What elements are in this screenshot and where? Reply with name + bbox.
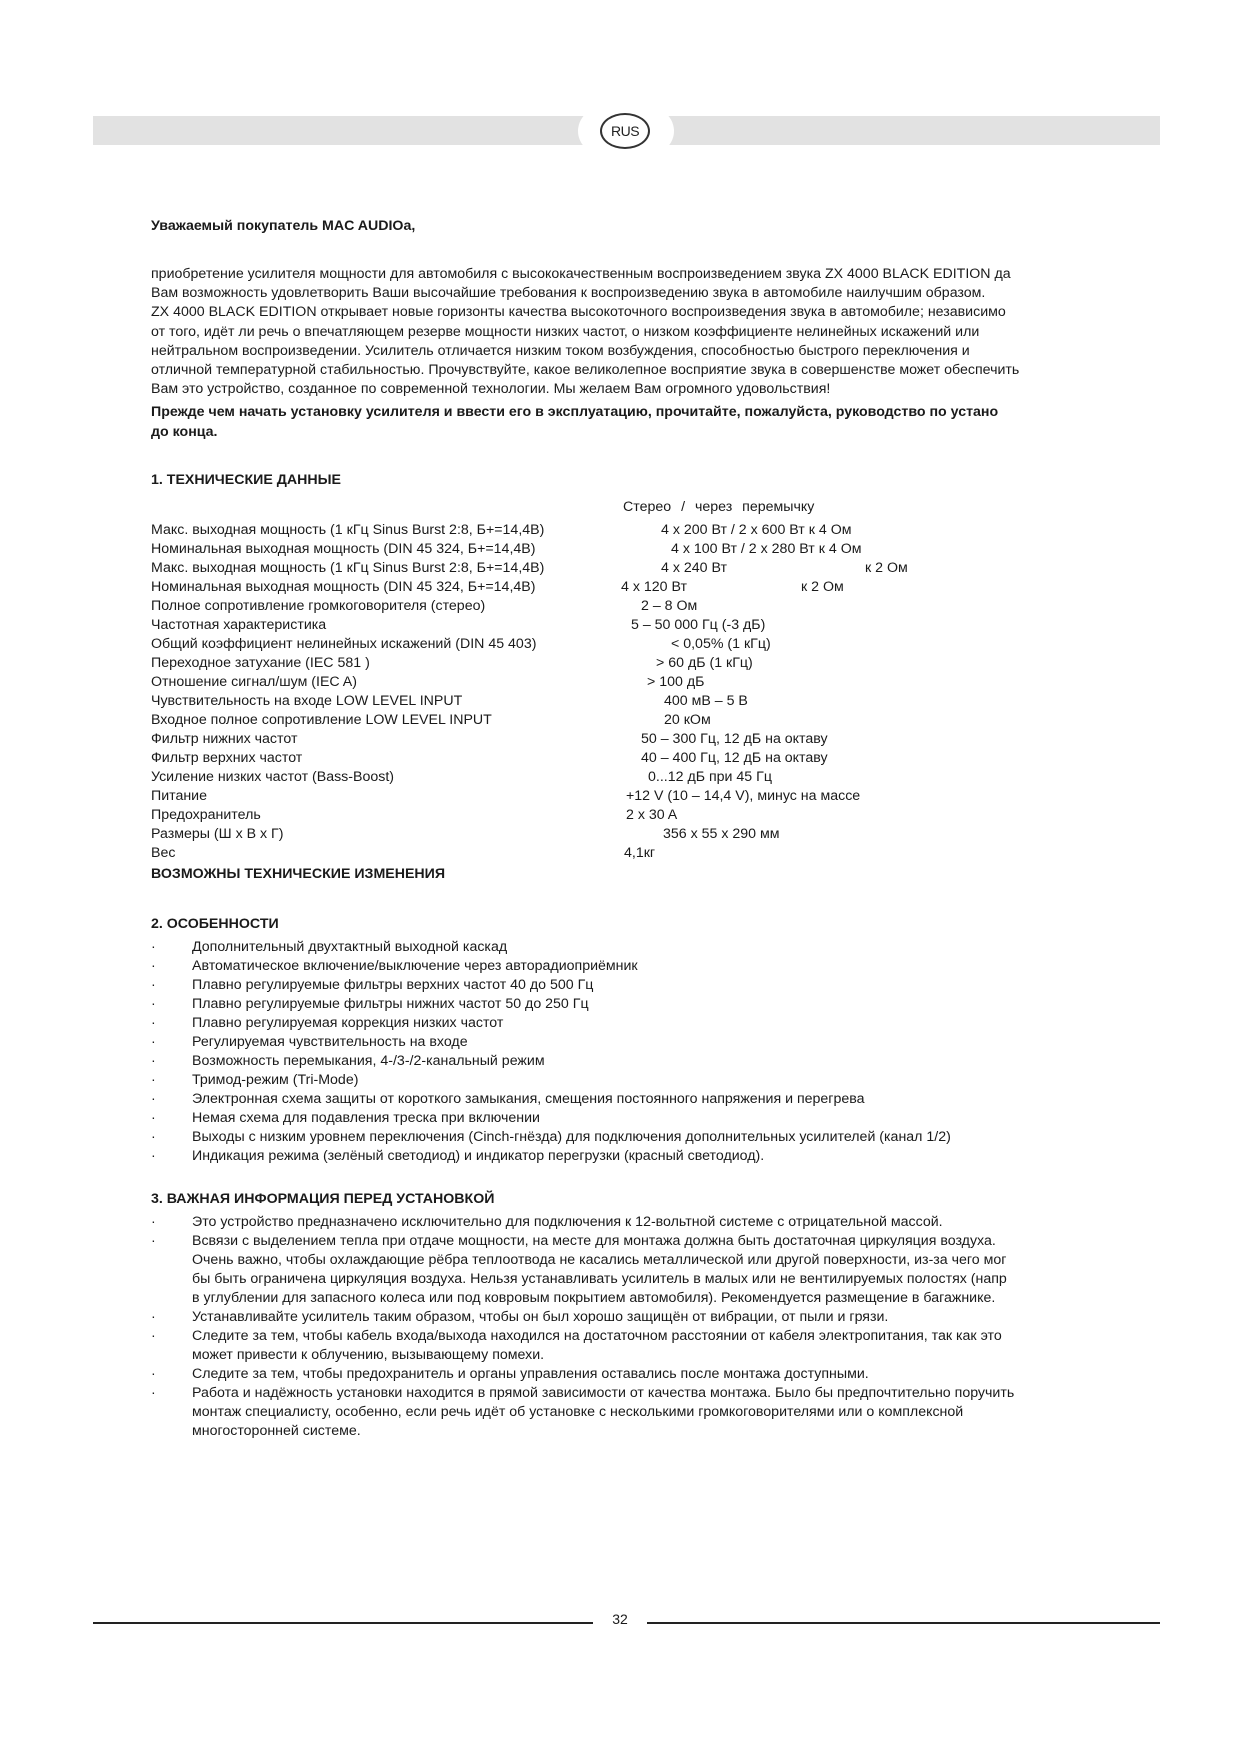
spec-value: < 0,05% (1 кГц) bbox=[671, 636, 771, 652]
list-item bbox=[151, 957, 1191, 976]
list-item-text: Очень важно, чтобы охлаждающие рёбра теплоотвода не касались металлической или другой поверхности, из-за чего мог bbox=[192, 1252, 1007, 1268]
page-number: 32 bbox=[612, 1611, 628, 1627]
bullet-dot: · bbox=[151, 1328, 156, 1344]
spec-value: 50 – 300 Гц, 12 дБ на октаву bbox=[641, 731, 828, 747]
intro-warning-line: Прежде чем начать установку усилителя и ввести его в эксплуатацию, прочитайте, пожалуйста, руководство по устано bbox=[151, 404, 999, 421]
spec-label: Номинальная выходная мощность (DIN 45 324, Б+=14,4В) bbox=[151, 579, 536, 595]
list-item-text: Немая схема для подавления треска при включении bbox=[192, 1110, 540, 1126]
list-item bbox=[151, 1090, 1191, 1109]
spec-value: 4 x 240 Вт bbox=[661, 560, 727, 576]
spec-label: Питание bbox=[151, 788, 208, 804]
bullet-dot: · bbox=[151, 977, 156, 993]
spec-label: Отношение сигнал/шум (IEC A) bbox=[151, 674, 357, 690]
bullet-dot: · bbox=[151, 1110, 156, 1126]
list-item-text: Автоматическое включение/выключение через авторадиоприёмник bbox=[192, 958, 638, 974]
list-item-text: Регулируемая чувствительность на входе bbox=[192, 1034, 468, 1050]
list-item bbox=[151, 1071, 1191, 1090]
greeting: Уважаемый покупатель MAC AUDIOa, bbox=[151, 218, 416, 234]
list-item bbox=[151, 1232, 1191, 1251]
spec-label: Макс. выходная мощность (1 кГц Sinus Burst 2:8, Б+=14,4В) bbox=[151, 560, 545, 576]
section-title-important-info: 3. ВАЖНАЯ ИНФОРМАЦИЯ ПЕРЕД УСТАНОВКОЙ bbox=[151, 1191, 495, 1207]
footer-rule-right bbox=[647, 1622, 1160, 1624]
list-item bbox=[151, 1384, 1191, 1403]
spec-label: Полное сопротивление громкоговорителя (стерео) bbox=[151, 598, 486, 614]
spec-value: 4 x 100 Вт / 2 x 280 Вт к 4 Ом bbox=[671, 541, 862, 557]
spec-label: Фильтр нижних частот bbox=[151, 731, 298, 747]
bullet-dot: · bbox=[151, 1385, 156, 1401]
list-item-continuation bbox=[151, 1346, 1191, 1365]
list-item-text: бы быть ограничена циркуляция воздуха. Нельзя устанавливать усилитель в малых или не вентилируемых полостях (напр bbox=[192, 1271, 1007, 1287]
bullet-dot: · bbox=[151, 1309, 156, 1325]
list-item-text: Электронная схема защиты от короткого замыкания, смещения постоянного напряжения и перегрева bbox=[192, 1091, 865, 1107]
list-item bbox=[151, 1308, 1191, 1327]
features-list bbox=[151, 938, 1191, 1166]
list-item bbox=[151, 1033, 1191, 1052]
list-item bbox=[151, 995, 1191, 1014]
spec-label: Усиление низких частот (Bass-Boost) bbox=[151, 769, 395, 785]
list-item-text: Это устройство предназначено исключительно для подключения к 12-вольтной системе с отрицательной массой. bbox=[192, 1214, 943, 1230]
bullet-dot: · bbox=[151, 1233, 156, 1249]
list-item bbox=[151, 938, 1191, 957]
list-item-text: Плавно регулируемые фильтры верхних частот 40 до 500 Гц bbox=[192, 977, 594, 993]
spec-label: Вес bbox=[151, 845, 176, 861]
spec-value-load: к 2 Ом bbox=[801, 579, 844, 595]
intro-line: приобретение усилителя мощности для автомобиля с высококачественным воспроизведением звука ZX 4000 BLACK EDITION да bbox=[151, 266, 1011, 282]
spec-label: Входное полное сопротивление LOW LEVEL INPUT bbox=[151, 712, 492, 728]
intro-line: от того, идёт ли речь о впечатляющем резерве мощности низких частот, о низком коэффициенте нелинейных искажений или bbox=[151, 323, 980, 340]
intro-warning-line: до конца. bbox=[151, 423, 218, 440]
spec-label: Частотная характеристика bbox=[151, 617, 327, 633]
list-item-text: Следите за тем, чтобы кабель входа/выхода находился на достаточном расстоянии от кабеля электропитания, так как это bbox=[192, 1328, 1002, 1344]
list-item bbox=[151, 1327, 1191, 1346]
list-item-text: Следите за тем, чтобы предохранитель и органы управления оставались после монтажа доступными. bbox=[192, 1366, 869, 1382]
spec-label: Чувствительность на входе LOW LEVEL INPUT bbox=[151, 693, 463, 709]
list-item-continuation bbox=[151, 1289, 1191, 1308]
tech-changes-note: ВОЗМОЖНЫ ТЕХНИЧЕСКИЕ ИЗМЕНЕНИЯ bbox=[151, 866, 446, 882]
list-item-text: Всвязи с выделением тепла при отдаче мощности, на месте для монтажа должна быть достаточная циркуляция воздуха. bbox=[192, 1233, 996, 1249]
intro-line: отличной температурной стабильностью. Прочувствуйте, какое великолепное восприятие звука в совершенстве может обеспечить bbox=[151, 362, 1020, 379]
bullet-dot: · bbox=[151, 996, 156, 1012]
spec-value: 400 мВ – 5 В bbox=[664, 693, 748, 709]
bullet-dot: · bbox=[151, 939, 156, 955]
intro-line: ZX 4000 BLACK EDITION открывает новые горизонты качества высокоточного воспроизведения звука в автомобиле; независимо bbox=[151, 304, 1006, 321]
list-item bbox=[151, 1128, 1191, 1147]
spec-value: 4 x 120 Вт bbox=[621, 579, 687, 595]
intro-line: нейтральном воспроизведении. Усилитель отличается низким током возбуждения, способностью быстрого переключения и bbox=[151, 342, 970, 359]
bullet-dot: · bbox=[151, 1129, 156, 1145]
spec-label: Общий коэффициент нелинейных искажений (DIN 45 403) bbox=[151, 636, 537, 652]
list-item bbox=[151, 1365, 1191, 1384]
spec-value: 2 – 8 Ом bbox=[641, 598, 698, 614]
list-item-text: Выходы с низким уровнем переключения (Cinch-гнёзда) для подключения дополнительных усилителей (канал 1/2) bbox=[192, 1129, 951, 1145]
spec-value: 20 кОм bbox=[664, 712, 711, 728]
spec-value: > 100 дБ bbox=[647, 674, 705, 690]
spec-label: Предохранитель bbox=[151, 807, 261, 823]
section-title-technical-data: 1. ТЕХНИЧЕСКИЕ ДАННЫЕ bbox=[151, 472, 341, 488]
bullet-dot: · bbox=[151, 1148, 156, 1164]
bullet-dot: · bbox=[151, 1214, 156, 1230]
list-item-text: Плавно регулируемые фильтры нижних частот 50 до 250 Гц bbox=[192, 996, 589, 1012]
bullet-dot: · bbox=[151, 1053, 156, 1069]
language-badge: RUS bbox=[600, 113, 650, 149]
list-item bbox=[151, 1014, 1191, 1033]
spec-value: 4 x 200 Вт / 2 x 600 Вт к 4 Ом bbox=[661, 522, 852, 538]
list-item-text: Индикация режима (зелёный светодиод) и индикатор перегрузки (красный светодиод). bbox=[192, 1148, 765, 1164]
list-item-text: Плавно регулируемая коррекция низких частот bbox=[192, 1015, 504, 1031]
list-item-text: многосторонней системе. bbox=[192, 1423, 361, 1439]
list-item-continuation bbox=[151, 1270, 1191, 1289]
spec-value: +12 V (10 – 14,4 V), минус на массе bbox=[626, 788, 861, 804]
bullet-dot: · bbox=[151, 1034, 156, 1050]
spec-label: Макс. выходная мощность (1 кГц Sinus Burst 2:8, Б+=14,4В) bbox=[151, 522, 545, 538]
list-item bbox=[151, 1109, 1191, 1128]
spec-value: 0...12 дБ при 45 Гц bbox=[648, 769, 772, 785]
list-item-text: Устанавливайте усилитель таким образом, чтобы он был хорошо защищён от вибрации, от пыли и грязи. bbox=[192, 1309, 889, 1325]
section-title-features: 2. ОСОБЕННОСТИ bbox=[151, 916, 279, 932]
spec-label: Размеры (Ш x В x Г) bbox=[151, 826, 284, 842]
bullet-dot: · bbox=[151, 1015, 156, 1031]
list-item-continuation bbox=[151, 1251, 1191, 1270]
spec-value-load: к 2 Ом bbox=[865, 560, 908, 576]
spec-value: 356 x 55 x 290 мм bbox=[663, 826, 780, 842]
list-item-text: Работа и надёжность установки находится в прямой зависимости от качества монтажа. Было бы предпочтительно поручить bbox=[192, 1385, 1015, 1401]
intro-paragraph bbox=[151, 265, 1201, 442]
bullet-dot: · bbox=[151, 1072, 156, 1088]
spec-label: Фильтр верхних частот bbox=[151, 750, 303, 766]
spec-label: Переходное затухание (IEC 581 ) bbox=[151, 655, 370, 671]
list-item-continuation bbox=[151, 1403, 1191, 1422]
specs-column-header: Стерео / через перемычку bbox=[623, 499, 815, 515]
intro-line: Вам это устройство, созданное по современной технологии. Мы желаем Вам огромного удовольствия! bbox=[151, 381, 831, 398]
intro-line: Вам возможность удовлетворить Ваши высочайшие требования к воспроизведению звука в автомобиле наилучшим образом. bbox=[151, 285, 986, 302]
spec-label: Номинальная выходная мощность (DIN 45 324, Б+=14,4В) bbox=[151, 541, 536, 557]
list-item-text: Возможность перемыкания, 4-/3-/2-канальный режим bbox=[192, 1053, 545, 1069]
footer-rule-left bbox=[93, 1622, 593, 1624]
list-item-continuation bbox=[151, 1422, 1191, 1441]
list-item bbox=[151, 1147, 1191, 1166]
bullet-dot: · bbox=[151, 958, 156, 974]
spec-value: 40 – 400 Гц, 12 дБ на октаву bbox=[641, 750, 828, 766]
list-item bbox=[151, 976, 1191, 995]
spec-value: 2 x 30 A bbox=[626, 807, 678, 823]
list-item-text: монтаж специалисту, особенно, если речь идёт об установке с несколькими громкоговорителями или о комплексной bbox=[192, 1404, 964, 1420]
list-item-text: Тримод-режим (Tri-Mode) bbox=[192, 1072, 359, 1088]
list-item-text: Дополнительный двухтактный выходной каскад bbox=[192, 939, 508, 955]
list-item-text: в углублении для запасного колеса или под ковровым покрытием автомобиля). Рекомендуется размещение в багажнике. bbox=[192, 1290, 996, 1306]
spec-value: 4,1кг bbox=[624, 845, 656, 861]
list-item bbox=[151, 1052, 1191, 1071]
spec-value: > 60 дБ (1 кГц) bbox=[656, 655, 753, 671]
bullet-dot: · bbox=[151, 1366, 156, 1382]
spec-value: 5 – 50 000 Гц (-3 дБ) bbox=[631, 617, 766, 633]
list-item-text: может привести к облучению, вызывающему помехи. bbox=[192, 1347, 545, 1363]
important-info-list bbox=[151, 1213, 1191, 1441]
bullet-dot: · bbox=[151, 1091, 156, 1107]
list-item bbox=[151, 1213, 1191, 1232]
